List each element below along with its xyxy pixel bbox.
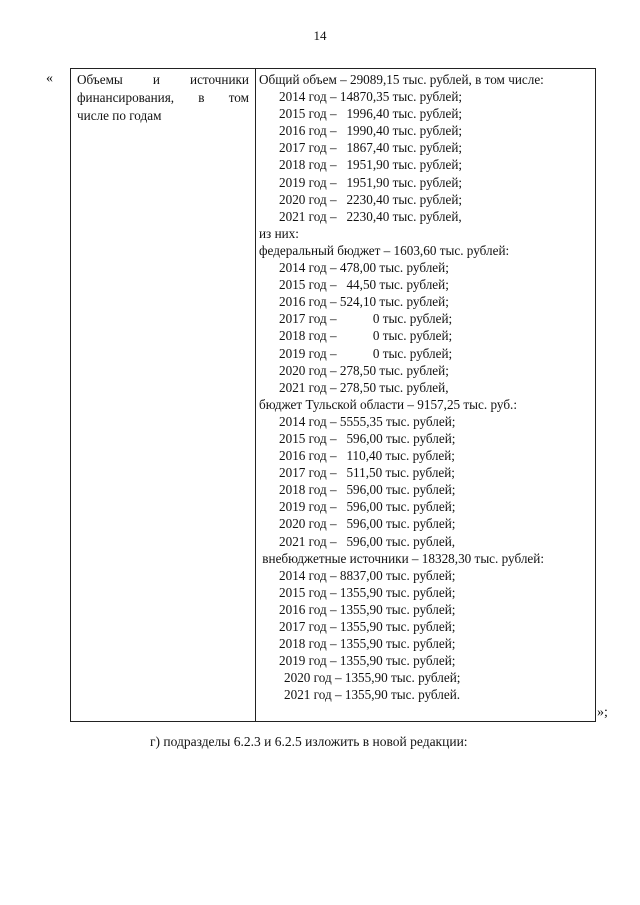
funding-line: 2016 год – 524,10 тыс. рублей; — [279, 294, 449, 310]
funding-line: 2018 год – 1355,90 тыс. рублей; — [279, 636, 456, 652]
financing-label-cell — [77, 71, 249, 125]
funding-line: 2017 год – 1355,90 тыс. рублей; — [279, 619, 456, 634]
page-number: 14 — [313, 28, 327, 43]
funding-line: 2019 год – 1951,90 тыс. рублей; — [279, 174, 463, 190]
closing-quote: »; — [597, 705, 608, 720]
funding-line: 2015 год – 44,50 тыс. рублей; — [279, 277, 449, 293]
label-word: финансирования, — [77, 90, 175, 105]
label-word: и — [152, 72, 160, 87]
funding-line: 2021 год – 596,00 тыс. рублей, — [279, 533, 456, 549]
funding-line: 2019 год – 1355,90 тыс. рублей; — [279, 653, 456, 669]
amendment-instruction: г) подразделы 6.2.3 и 6.2.5 изложить в новой редакции: — [150, 734, 468, 749]
funding-line: внебюджетные источники – 18328,30 тыс. рублей: — [259, 550, 545, 566]
funding-line: 2017 год – 511,50 тыс. рублей; — [279, 465, 455, 481]
funding-line: 2020 год – 278,50 тыс. рублей; — [279, 362, 449, 378]
funding-line: Общий объем – 29089,15 тыс. рублей, в том числе: — [259, 72, 544, 87]
funding-line: 2014 год – 5555,35 тыс. рублей; — [279, 413, 456, 429]
funding-line: 2018 год – 0 тыс. рублей; — [279, 328, 453, 344]
label-line-3: числе по годам — [77, 108, 162, 123]
funding-line: 2015 год – 1355,90 тыс. рублей; — [279, 584, 456, 600]
funding-line: 2020 год – 1355,90 тыс. рублей; — [284, 670, 461, 686]
funding-line: 2020 год – 596,00 тыс. рублей; — [279, 516, 456, 532]
funding-line: 2021 год – 1355,90 тыс. рублей. — [284, 687, 461, 703]
label-line-1 — [77, 71, 249, 89]
funding-line: 2017 год – 0 тыс. рублей; — [279, 311, 453, 327]
label-word: источники — [190, 72, 249, 87]
funding-line: 2018 год – 1951,90 тыс. рублей; — [279, 157, 463, 173]
funding-line: 2016 год – 1355,90 тыс. рублей; — [279, 601, 456, 617]
funding-line: 2019 год – 0 тыс. рублей; — [279, 345, 453, 361]
funding-line: 2014 год – 8837,00 тыс. рублей; — [279, 567, 456, 583]
column-divider — [255, 69, 256, 721]
funding-line: 2021 год – 278,50 тыс. рублей, — [279, 379, 449, 395]
funding-line: 2020 год – 2230,40 тыс. рублей; — [279, 191, 463, 207]
financing-values-cell — [259, 71, 593, 703]
funding-line: 2015 год – 1996,40 тыс. рублей; — [279, 106, 463, 122]
funding-line: 2014 год – 14870,35 тыс. рублей; — [279, 89, 463, 105]
opening-quote: « — [46, 71, 53, 86]
label-word: в — [198, 90, 205, 105]
label-word: том — [228, 90, 249, 105]
label-line-2 — [77, 89, 249, 107]
funding-line: 2017 год – 1867,40 тыс. рублей; — [279, 140, 463, 156]
funding-line: из них: — [259, 225, 299, 241]
funding-line: федеральный бюджет – 1603,60 тыс. рублей: — [259, 242, 510, 258]
label-word: Объемы — [77, 72, 123, 87]
funding-line: 2015 год – 596,00 тыс. рублей; — [279, 430, 456, 446]
funding-line: 2016 год – 1990,40 тыс. рублей; — [279, 123, 463, 139]
funding-line: 2016 год – 110,40 тыс. рублей; — [279, 448, 455, 464]
funding-line: 2014 год – 478,00 тыс. рублей; — [279, 260, 449, 276]
funding-line: бюджет Тульской области – 9157,25 тыс. руб.: — [259, 396, 518, 412]
funding-line: 2021 год – 2230,40 тыс. рублей, — [279, 208, 462, 224]
financing-table — [70, 68, 596, 722]
funding-line: 2018 год – 596,00 тыс. рублей; — [279, 482, 456, 498]
funding-line: 2019 год – 596,00 тыс. рублей; — [279, 499, 456, 515]
